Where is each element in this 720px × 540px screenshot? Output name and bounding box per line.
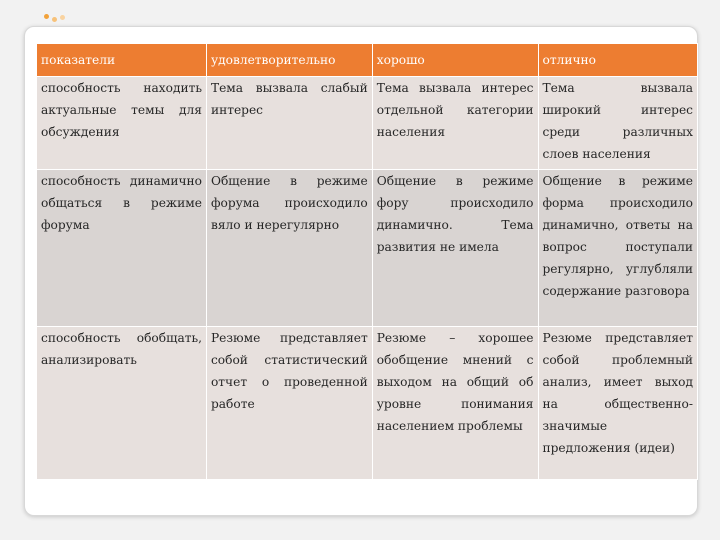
table-cell: Тема вызвала интерес отдельной категории населения bbox=[372, 77, 538, 170]
table-row bbox=[37, 170, 698, 327]
table-cell: Резюме представляет собой статистический отчет о проведенной работе bbox=[206, 327, 372, 480]
decorative-dots bbox=[44, 14, 70, 22]
header-good: хорошо bbox=[372, 44, 538, 77]
table-cell: способность динамично общаться в режиме форума bbox=[37, 170, 207, 327]
header-excellent: отлично bbox=[538, 44, 698, 77]
table-cell: Резюме – хорошее обобщение мнений с выходом на общий об уровне понимания населением проблемы bbox=[372, 327, 538, 480]
table-cell: Тема вызвала широкий интерес среди различных слоев населения bbox=[538, 77, 698, 170]
header-satisfactory: удовлетворительно bbox=[206, 44, 372, 77]
table-cell: Тема вызвала слабый интерес bbox=[206, 77, 372, 170]
table-cell: Общение в режиме форума происходило вяло и нерегулярно bbox=[206, 170, 372, 327]
header-indicators: показатели bbox=[37, 44, 207, 77]
table-cell: Резюме представляет собой проблемный анализ, имеет выход на общественно-значимые предложения (идеи) bbox=[538, 327, 698, 480]
table-row bbox=[37, 327, 698, 480]
table-header-row bbox=[37, 44, 698, 77]
criteria-table bbox=[36, 43, 698, 480]
table-row bbox=[37, 77, 698, 170]
table-cell: способность находить актуальные темы для обсуждения bbox=[37, 77, 207, 170]
table-cell: способность обобщать, анализировать bbox=[37, 327, 207, 480]
table-cell: Общение в режиме фору происходило динамично. Тема развития не имела bbox=[372, 170, 538, 327]
table-cell: Общение в режиме форма происходило динамично, ответы на вопрос поступали регулярно, углубляли содержание разговора bbox=[538, 170, 698, 327]
